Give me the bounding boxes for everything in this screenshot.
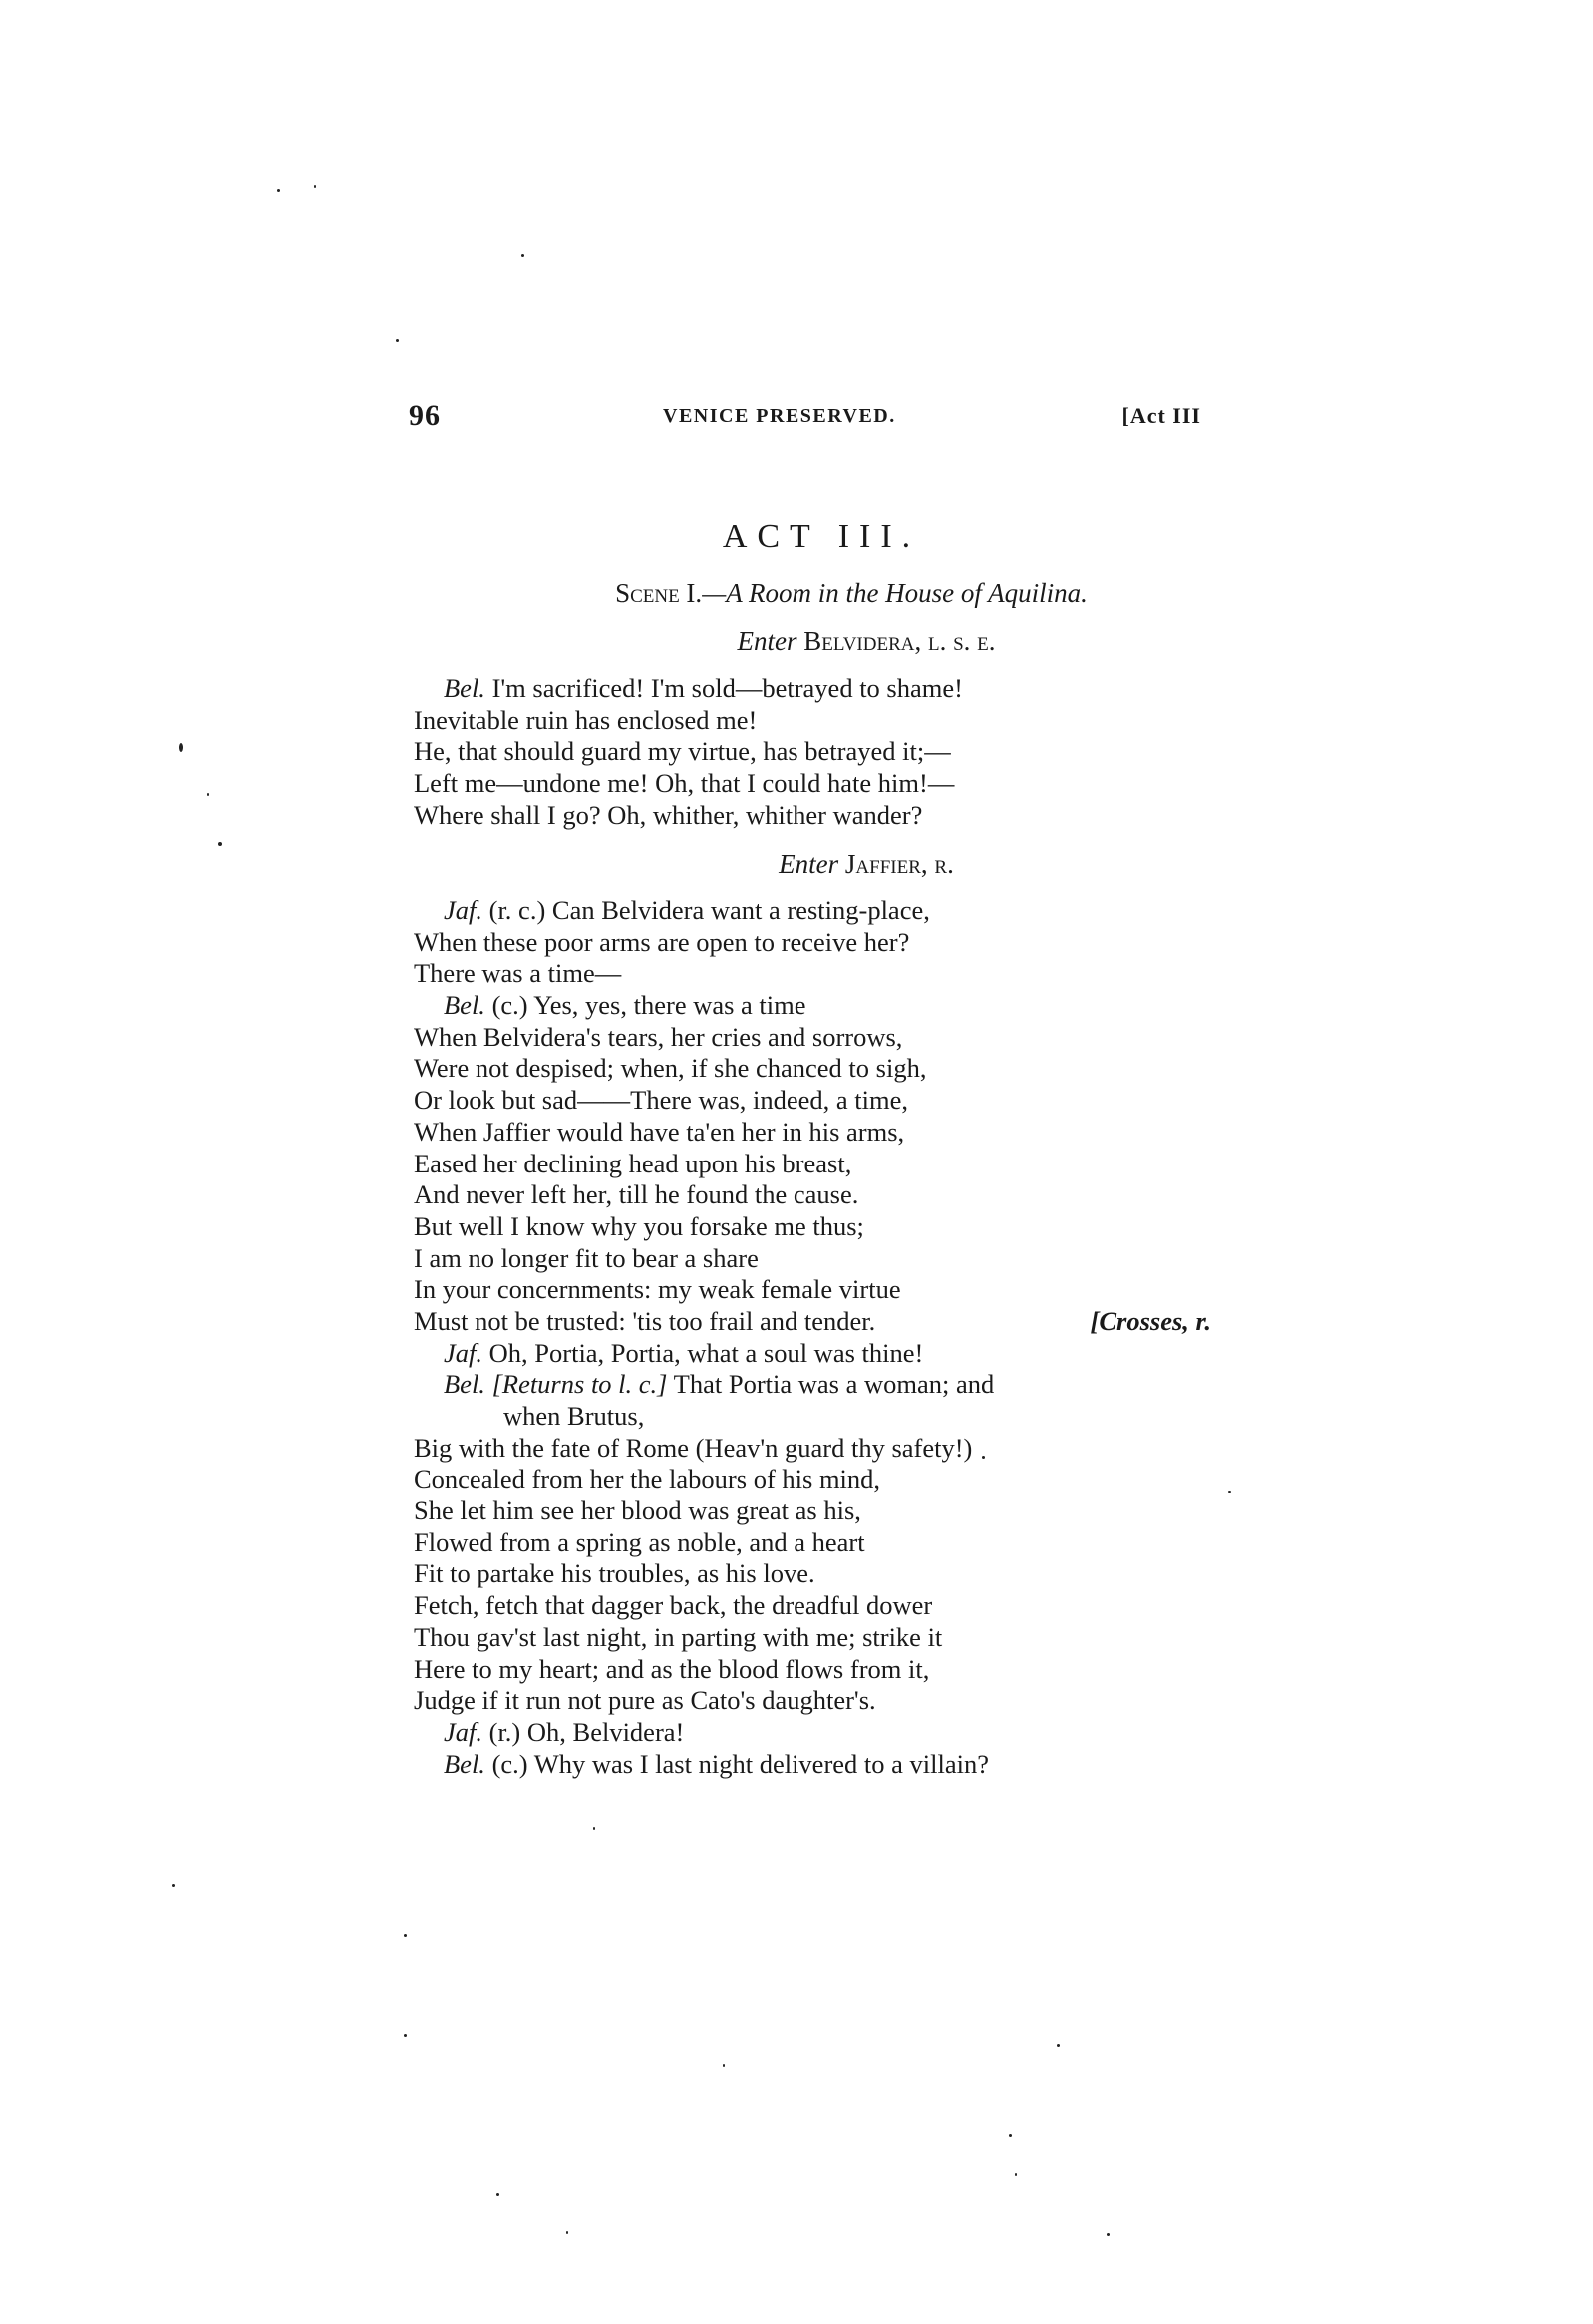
line-text: Inevitable ruin has enclosed me! — [414, 704, 758, 735]
line-text: I am no longer fit to bear a share — [414, 1242, 759, 1273]
scene-label: Scene I. — [615, 578, 703, 608]
verse-line — [414, 1590, 1211, 1622]
speck — [723, 2064, 725, 2067]
speaker-name: Bel. — [444, 1748, 485, 1779]
speck — [179, 743, 183, 752]
line-text: Concealed from her the labours of his mind, — [414, 1464, 881, 1494]
speck — [521, 254, 524, 257]
line-text: Eased her declining head upon his breast, — [414, 1148, 852, 1178]
speck — [1057, 2044, 1060, 2047]
line-text: Where shall I go? Oh, whither, whither wander? — [414, 799, 923, 830]
running-head — [409, 399, 1201, 439]
stage-position: l. s. e. — [927, 626, 996, 656]
speck — [496, 2193, 499, 2196]
verse-line — [414, 1053, 1211, 1085]
line-text: When Belvidera's tears, her cries and sorrows, — [414, 1021, 903, 1052]
verse-line — [414, 1717, 1211, 1749]
verse-line — [414, 768, 1211, 800]
line-text: Oh, Portia, Portia, what a soul was thine! — [488, 1337, 924, 1368]
stage-position: r. — [934, 849, 954, 879]
line-text: (c.) Why was I last night delivered to a villain? — [491, 1748, 990, 1779]
verse-line — [414, 1464, 1211, 1495]
verse-line — [414, 895, 1211, 927]
character-name: Belvidera, — [803, 626, 922, 656]
stage-direction-entrance — [0, 626, 1593, 657]
verse-line — [414, 958, 1211, 990]
verse-line — [414, 1338, 1211, 1370]
line-text: Were not despised; when, if she chanced to sigh, — [414, 1053, 927, 1084]
verse-line — [414, 1369, 1211, 1401]
inline-stage-direction: [Returns to l. c.] — [491, 1369, 668, 1400]
speaker-name: Jaf. — [444, 895, 482, 925]
speck — [207, 793, 209, 796]
scene-heading — [0, 578, 1593, 609]
verse-block — [414, 895, 1211, 1780]
verse-line — [414, 1401, 1211, 1433]
line-text: Fit to partake his troubles, as his love. — [414, 1558, 815, 1589]
speck — [396, 339, 399, 342]
verse-line — [414, 736, 1211, 768]
speaker-name: Bel. — [444, 673, 485, 703]
line-text: He, that should guard my virtue, has betrayed it;— — [414, 736, 951, 767]
verse-line — [414, 1243, 1211, 1275]
stage-direction-entrance — [0, 849, 1593, 880]
line-text: That Portia was a woman; and — [673, 1369, 995, 1400]
speck — [404, 2034, 407, 2037]
verse-line — [414, 1527, 1211, 1559]
line-text: Fetch, fetch that dagger back, the dreadful dower — [414, 1590, 933, 1621]
running-title: VENICE PRESERVED. — [663, 405, 896, 427]
line-text: I'm sacrificed! I'm sold—betrayed to shame! — [491, 673, 963, 703]
verse-line — [414, 1022, 1211, 1054]
verse-line — [414, 1306, 1211, 1338]
act-marker: [Act III — [1121, 403, 1201, 428]
page-number: 96 — [409, 399, 441, 432]
verse-line — [414, 1149, 1211, 1180]
speaker-name: Bel. — [444, 1369, 485, 1400]
line-text: When Jaffier would have ta'en her in his arms, — [414, 1116, 905, 1147]
speaker-name: Jaf. — [444, 1337, 482, 1368]
speck — [566, 2231, 568, 2234]
line-text: Thou gav'st last night, in parting with me; strike it — [414, 1621, 943, 1652]
line-text: Judge if it run not pure as Cato's daughter's. — [414, 1685, 876, 1716]
speck — [277, 189, 280, 192]
line-text: Must not be trusted: 'tis too frail and tender. — [414, 1305, 876, 1336]
speck — [1015, 2173, 1017, 2176]
line-text: In your concernments: my weak female virtue — [414, 1274, 901, 1305]
verse-line — [414, 1179, 1211, 1211]
line-text: Flowed from a spring as noble, and a heart — [414, 1526, 865, 1557]
line-text: When these poor arms are open to receive her? — [414, 926, 910, 957]
verse-line — [414, 1117, 1211, 1149]
speaker-name: Bel. — [444, 990, 485, 1021]
verse-line — [414, 1622, 1211, 1654]
verse-line — [414, 800, 1211, 831]
verse-line — [414, 1274, 1211, 1306]
speaker-name: Jaf. — [444, 1716, 482, 1747]
verse-line — [414, 705, 1211, 737]
speck — [1009, 2134, 1012, 2137]
exit-stage-direction: [Crosses, r. — [1090, 1305, 1211, 1336]
character-name: Jaffier, — [844, 849, 928, 879]
line-text: There was a time— — [414, 958, 622, 989]
verse-line — [414, 927, 1211, 959]
speck — [404, 1934, 407, 1937]
scene-description: —A Room in the House of Aquilina. — [702, 578, 1088, 608]
speck — [1107, 2233, 1110, 2236]
verse-line — [414, 673, 1211, 705]
line-text: Left me—undone me! Oh, that I could hate him!— — [414, 768, 955, 799]
verse-line — [414, 1558, 1211, 1590]
verse-line — [414, 1749, 1211, 1781]
line-text: when Brutus, — [503, 1401, 645, 1431]
line-text: (r. c.) Can Belvidera want a resting-place, — [488, 895, 930, 925]
entrance-verb: Enter — [779, 849, 839, 879]
verse-line — [414, 1495, 1211, 1527]
line-text: And never left her, till he found the cause. — [414, 1179, 859, 1210]
speck — [1228, 1491, 1231, 1493]
speck — [314, 185, 316, 188]
line-text: Here to my heart; and as the blood flows from it, — [414, 1653, 930, 1684]
speck — [593, 1827, 595, 1830]
verse-line — [414, 1433, 1211, 1465]
act-heading: ACT III. — [722, 518, 921, 555]
verse-line — [414, 1685, 1211, 1717]
speck — [172, 1884, 175, 1887]
line-text: Or look but sad——There was, indeed, a time, — [414, 1085, 909, 1116]
line-text: Big with the fate of Rome (Heav'n guard thy safety!) — [414, 1432, 973, 1463]
line-text: (r.) Oh, Belvidera! — [488, 1716, 685, 1747]
line-text: But well I know why you forsake me thus; — [414, 1210, 864, 1241]
verse-line — [414, 1085, 1211, 1117]
line-text: (c.) Yes, yes, there was a time — [491, 990, 806, 1021]
speck — [218, 842, 222, 846]
verse-line — [414, 1211, 1211, 1243]
verse-line — [414, 990, 1211, 1022]
verse-line — [414, 1654, 1211, 1686]
entrance-verb: Enter — [737, 626, 797, 656]
line-text: She let him see her blood was great as his, — [414, 1495, 861, 1526]
verse-block — [414, 673, 1211, 830]
